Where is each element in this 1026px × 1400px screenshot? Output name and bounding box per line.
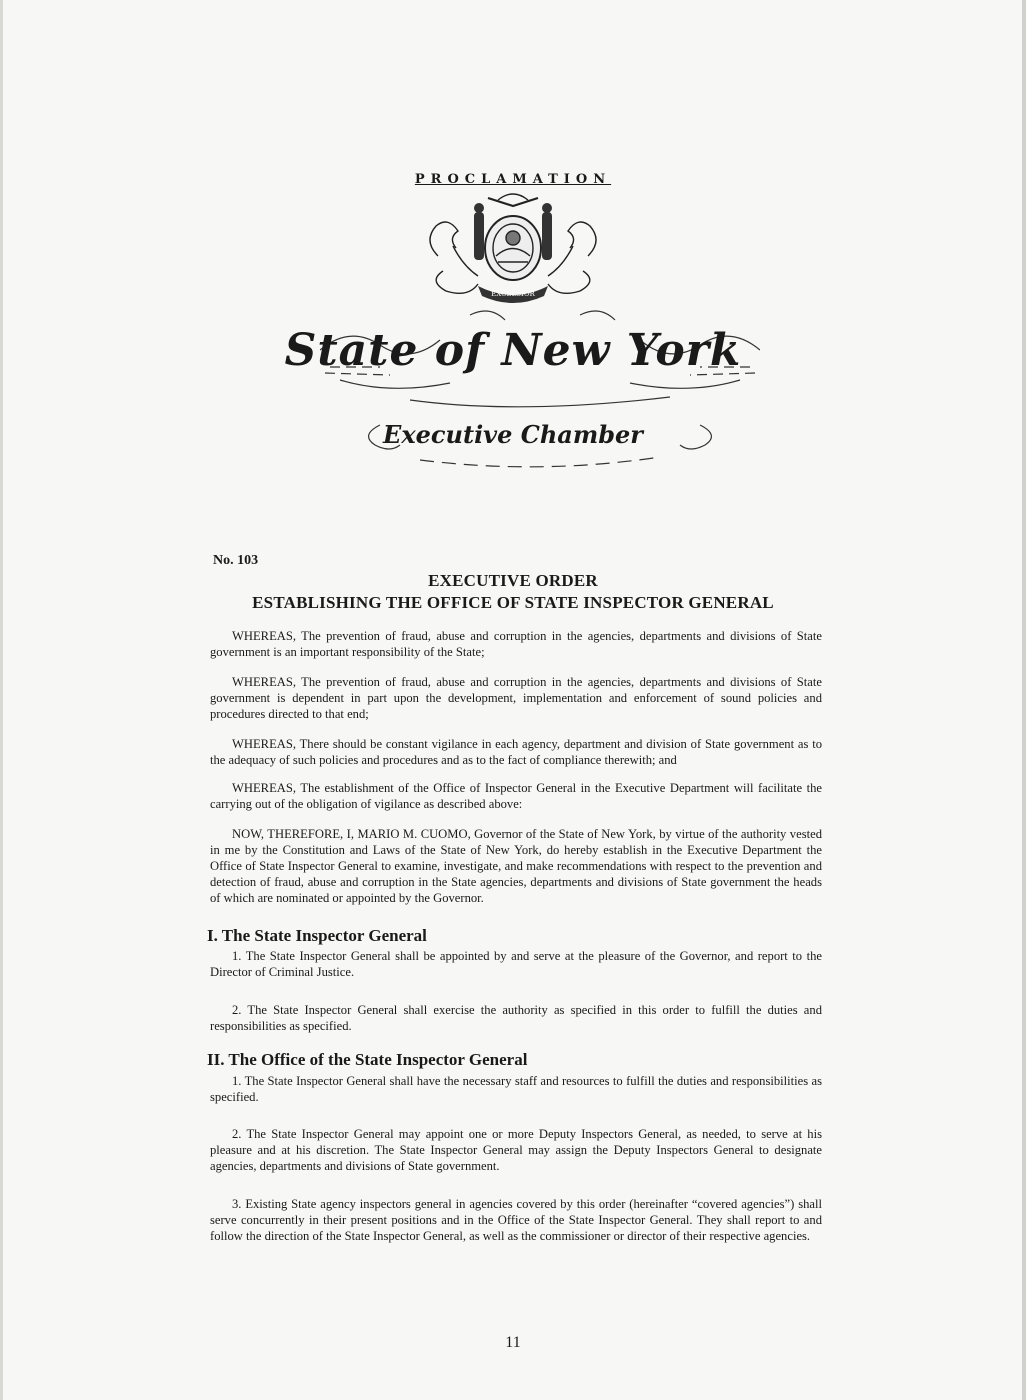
order-title: EXECUTIVE ORDER [428, 571, 598, 590]
section-2-item [210, 1073, 822, 1105]
section-2-paragraph: 2. The State Inspector General may appoint one or more Deputy Inspectors General, as needed, to serve at his pleasure and at his discretion. The State Inspector General may assign the Deputy Inspectors General to designate agencies, departments and divisions of State government. [210, 1127, 822, 1173]
scan-edge-right [1022, 0, 1026, 1400]
section-2-item [210, 1196, 822, 1244]
section-2-item [210, 1126, 822, 1174]
scan-edge-left [0, 0, 3, 1400]
whereas-paragraph: WHEREAS, The prevention of fraud, abuse and corruption in the agencies, departments and divisions of State government is dependent in part upon the development, implementation and enforcement of sound policies and procedures directed to that end; [210, 675, 822, 721]
whereas-clause [210, 628, 822, 660]
section-1-item [210, 948, 822, 980]
order-number: No. 103 [213, 553, 259, 568]
section-2-paragraph: 1. The State Inspector General shall have the necessary staff and resources to fulfill the duties and responsibilities as specified. [210, 1074, 822, 1104]
whereas-clause [210, 736, 822, 768]
section-1-paragraph: 1. The State Inspector General shall be appointed by and serve at the pleasure of the Governor, and report to the Director of Criminal Justice. [210, 949, 822, 979]
section-2-paragraph: 3. Existing State agency inspectors general in agencies covered by this order (hereinafter “covered agencies”) shall serve concurrently in their present positions and in the Office of the State Inspector General. They shall report to and follow the direction of the State Inspector General, as well as the commissioner or director of their respective agencies. [210, 1197, 822, 1243]
order-subtitle: ESTABLISHING THE OFFICE OF STATE INSPECTOR GENERAL [252, 593, 774, 612]
seal-motto: EXCELSIOR [491, 290, 535, 298]
section-2-title: II. The Office of the State Inspector General [207, 1050, 528, 1069]
whereas-paragraph: WHEREAS, The prevention of fraud, abuse and corruption in the agencies, departments and divisions of State government is an important responsibility of the State; [210, 629, 822, 659]
state-title: State of New York [284, 325, 742, 376]
now-therefore-clause [210, 826, 822, 906]
proclamation-heading: PROCLAMATION [414, 172, 612, 187]
whereas-paragraph: WHEREAS, There should be constant vigilance in each agency, department and division of State government as to the adequacy of such policies and procedures and as to the fact of compliance therewith; and [210, 737, 822, 767]
chamber-title: Executive Chamber [383, 420, 643, 449]
now-therefore-paragraph: NOW, THEREFORE, I, MARIO M. CUOMO, Governor of the State of New York, by virtue of the authority vested in me by the Constitution and Laws of the State of New York, do hereby establish in the Executive Department the Office of State Inspector General to examine, investigate, and make recommendations with respect to the prevention and detection of fraud, abuse and corruption in the State agencies, departments and divisions of State government the heads of which are nominated or appointed by the Governor. [210, 827, 822, 905]
whereas-paragraph: WHEREAS, The establishment of the Office of Inspector General in the Executive Department will facilitate the carrying out of the obligation of vigilance as described above: [210, 781, 822, 811]
whereas-clause [210, 780, 822, 812]
section-1-paragraph: 2. The State Inspector General shall exercise the authority as specified in this order to fulfill the duties and responsibilities as specified. [210, 1003, 822, 1033]
page-number: 11 [505, 1334, 521, 1351]
state-seal-icon [418, 186, 608, 316]
section-1-title: I. The State Inspector General [207, 926, 427, 945]
whereas-clause [210, 674, 822, 722]
section-1-item [210, 1002, 822, 1034]
